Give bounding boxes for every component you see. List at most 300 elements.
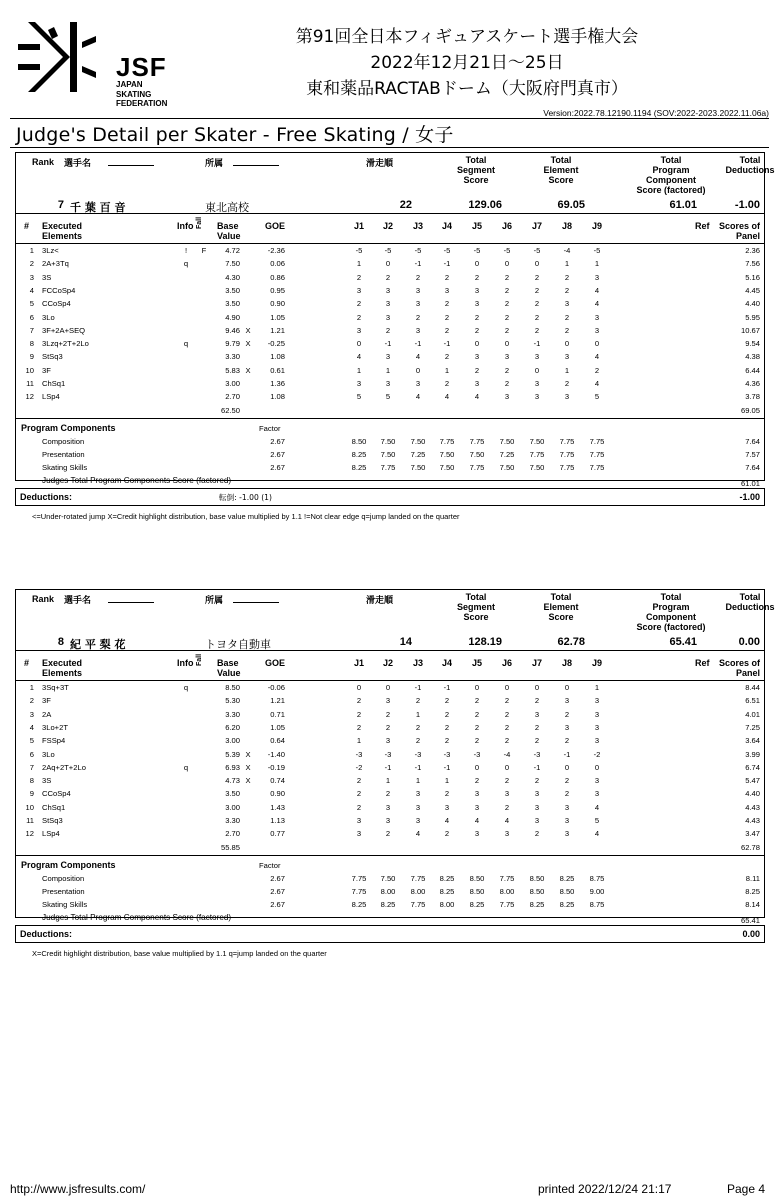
tes-label-line: Total	[550, 592, 572, 602]
judge-goe: -5	[414, 246, 422, 255]
element-base-value: 3.50	[225, 285, 240, 295]
element-x-marker: X	[245, 776, 251, 786]
component-judge-mark: 7.50	[410, 462, 426, 472]
legend-text: X=Credit highlight distribution, base value multiplied by 1.1 q=jump landed on the quarter	[32, 949, 327, 958]
skater-block-2	[15, 589, 775, 925]
element-score: 4.43	[745, 816, 760, 825]
ded-label-line: Deductions	[725, 165, 775, 175]
element-code: 3Lo	[42, 749, 55, 759]
element-code: ChSq1	[42, 379, 66, 388]
element-x-marker: X	[245, 325, 251, 335]
skater-club: 東北高校	[205, 201, 249, 214]
element-code: 2A+3Tq	[42, 259, 69, 269]
element-score: 3.99	[745, 749, 760, 759]
judge-goe: 3	[415, 285, 421, 295]
judge-goe: 1	[444, 776, 450, 786]
element-code: 2A	[42, 709, 52, 719]
col-fall-label: Fall	[196, 653, 203, 666]
element-score: 4.36	[745, 379, 760, 388]
element-base-value: 4.72	[225, 246, 240, 255]
start-number: 22	[399, 199, 412, 211]
element-base-value: 4.90	[225, 312, 240, 322]
element-base-value: 3.30	[225, 709, 240, 719]
club-label: 所属	[205, 159, 224, 169]
col-panel-label-1: Scores of	[718, 658, 760, 668]
judge-goe: 3	[415, 789, 421, 799]
judge-goe: 5	[385, 392, 391, 402]
judge-goe: 2	[474, 696, 480, 706]
deductions-bar	[15, 488, 765, 506]
judge-goe: 3	[564, 722, 570, 732]
element-base-value: 6.93	[225, 762, 240, 772]
element-goe: 0.95	[270, 285, 285, 295]
ded-label-line: Total	[739, 155, 761, 165]
judge-goe: 3	[474, 829, 480, 839]
component-judge-mark: 7.25	[499, 449, 515, 459]
tss-label-line: Score	[463, 612, 489, 622]
element-score: 8.44	[745, 683, 760, 692]
pcs-total-label: Judges Total Program Components Score (factored)	[42, 912, 232, 922]
judge-goe: 2	[564, 272, 570, 282]
element-index: 1	[29, 683, 34, 692]
skater-block-1	[15, 152, 775, 488]
element-index: 2	[29, 696, 34, 706]
component-judge-mark: 8.75	[589, 899, 605, 909]
element-code: FCCoSp4	[42, 285, 76, 295]
judge-goe: 1	[356, 259, 362, 269]
element-goe: 0.86	[270, 272, 285, 282]
element-goe: -0.19	[267, 762, 285, 772]
judge-goe: 2	[356, 312, 362, 322]
judge-goe: 2	[534, 736, 540, 746]
judge-goe: 3	[564, 352, 570, 362]
judge-goe: -4	[563, 246, 571, 255]
col-base-label-2: Value	[217, 231, 241, 241]
judge-goe: 3	[474, 802, 480, 812]
component-judge-mark: 9.00	[589, 886, 605, 896]
judge-goe: 4	[474, 392, 480, 402]
pcs-label-line: Program	[652, 165, 690, 175]
judge-goe: 2	[444, 829, 450, 839]
element-score: 6.44	[745, 365, 760, 375]
name-underline	[108, 165, 154, 166]
skater-rank: 8	[57, 636, 64, 648]
judge-goe: 3	[415, 379, 421, 388]
component-factor: 2.67	[270, 436, 285, 446]
col-base-label-1: Base	[217, 221, 239, 231]
col-element-label-1: Executed	[42, 658, 83, 668]
judge-goe: 0	[594, 762, 600, 772]
judge-goe: 3	[594, 776, 600, 786]
element-goe: -1.40	[267, 749, 285, 759]
judge-goe: 0	[594, 339, 600, 349]
pcs-label-line: Component	[646, 175, 696, 185]
judge-goe: 2	[415, 696, 421, 706]
element-x-marker: X	[245, 365, 251, 375]
judge-goe: 0	[564, 683, 570, 692]
component-judge-mark: 7.75	[410, 873, 426, 883]
judge-goe: 3	[385, 736, 391, 746]
judge-goe: 0	[356, 339, 362, 349]
element-code: LSp4	[42, 829, 60, 839]
summary-divider	[16, 213, 764, 214]
col-panel-label-2: Panel	[735, 668, 760, 678]
judge-goe: -1	[414, 259, 422, 269]
judge-goe: -3	[355, 749, 363, 759]
judge-goe: -2	[355, 762, 363, 772]
logo-line-1: JAPAN	[116, 80, 143, 89]
judge-goe: 3	[385, 299, 391, 309]
footer-url[interactable]: http://www.jsfresults.com/	[10, 1182, 146, 1196]
element-score: 4.01	[745, 709, 760, 719]
judge-goe: 2	[504, 312, 510, 322]
jsf-wordmark	[116, 54, 167, 109]
element-base-value: 4.30	[225, 272, 240, 282]
judge-goe: 3	[594, 709, 600, 719]
judge-goe: 2	[534, 829, 540, 839]
judge-goe: 4	[594, 285, 600, 295]
element-score: 6.74	[745, 762, 760, 772]
component-judge-mark: 8.25	[351, 462, 367, 472]
judge-goe: 0	[534, 365, 540, 375]
element-goe: 1.36	[270, 379, 285, 388]
element-score: 3.78	[745, 392, 760, 402]
element-score: 4.40	[745, 789, 760, 799]
judge-goe: 2	[534, 272, 540, 282]
judge-goe: -2	[593, 749, 601, 759]
judge-goe: 3	[594, 325, 600, 335]
element-code: CCoSp4	[42, 789, 71, 799]
judge-goe: 1	[444, 365, 450, 375]
component-judge-mark: 7.50	[410, 436, 426, 446]
skater-name: 紀 平 梨 花	[70, 638, 126, 651]
judge-goe: 2	[385, 789, 391, 799]
judge-goe: -1	[414, 683, 422, 692]
judge-goe: 2	[534, 325, 540, 335]
judge-goe: 1	[385, 776, 391, 786]
judge-goe: 3	[594, 736, 600, 746]
element-index: 8	[29, 339, 34, 349]
judge-goe: 3	[504, 789, 510, 799]
judge-goe: 3	[594, 696, 600, 706]
judge-goe: 2	[415, 736, 421, 746]
judge-goe: 3	[534, 352, 540, 362]
element-code: 3Sq+3T	[42, 683, 69, 692]
judge-goe: 4	[474, 816, 480, 825]
element-info: q	[183, 683, 189, 692]
element-index: 11	[26, 816, 34, 825]
pcs-total-value: 65.41	[740, 915, 760, 925]
header-divider	[10, 118, 769, 119]
title-divider	[10, 147, 769, 148]
judge-goe: 2	[534, 312, 540, 322]
element-index: 4	[29, 722, 34, 732]
judge-goe: -5	[533, 246, 541, 255]
tss-label-line: Segment	[456, 165, 495, 175]
element-goe: -2.36	[267, 246, 285, 255]
judge-goe: 0	[474, 683, 480, 692]
element-index: 8	[29, 776, 34, 786]
logo-line-2: SKATING	[116, 89, 152, 99]
component-score: 7.64	[745, 462, 760, 472]
summary-divider	[16, 650, 764, 651]
element-index: 6	[29, 749, 34, 759]
judge-goe: 0	[534, 259, 540, 269]
judge-goe: 3	[564, 392, 570, 402]
judge-goe: 0	[474, 259, 480, 269]
component-judge-mark: 8.25	[469, 899, 485, 909]
element-goe: 0.06	[270, 259, 285, 269]
total-element-score: 69.05	[557, 199, 585, 211]
judge-goe: 2	[444, 352, 450, 362]
event-venue: 東和薬品RACTABドーム（大阪府門真市）	[306, 79, 628, 99]
judge-goe: 1	[415, 776, 421, 786]
judge-goe: 4	[594, 802, 600, 812]
judge-goe: 3	[356, 379, 362, 388]
judge-goe: 1	[356, 365, 362, 375]
element-score: 4.40	[745, 299, 760, 309]
tes-label-line: Total	[550, 155, 572, 165]
start-label: 滑走順	[366, 596, 394, 606]
element-base-value: 3.00	[225, 802, 240, 812]
judge-goe: 0	[385, 259, 391, 269]
col-judge-label: J5	[471, 658, 482, 668]
element-base-value: 3.50	[225, 789, 240, 799]
element-index: 1	[29, 246, 34, 255]
skater-rank: 7	[57, 199, 64, 211]
elements-divider	[16, 418, 764, 419]
start-number: 14	[399, 636, 412, 648]
tes-label-line: Element	[543, 602, 579, 612]
component-factor: 2.67	[270, 462, 285, 472]
judge-goe: -3	[414, 749, 422, 759]
element-index: 7	[29, 325, 34, 335]
judge-goe: -1	[414, 762, 422, 772]
element-base-value: 5.30	[225, 696, 240, 706]
element-score: 3.47	[745, 829, 760, 839]
judge-goe: 3	[385, 379, 391, 388]
judge-goe: 3	[564, 299, 570, 309]
component-judge-mark: 8.00	[380, 886, 396, 896]
tss-label-line: Total	[465, 592, 487, 602]
element-goe: 1.43	[270, 802, 285, 812]
element-goe: 1.05	[270, 722, 285, 732]
element-code: 3S	[42, 776, 52, 786]
judge-goe: 1	[594, 683, 600, 692]
component-factor: 2.67	[270, 886, 285, 896]
judge-goe: -1	[443, 339, 451, 349]
tes-label-line: Score	[548, 175, 574, 185]
judge-goe: -1	[443, 259, 451, 269]
component-judge-mark: 7.25	[410, 449, 426, 459]
pcs-label-line: Component	[646, 612, 696, 622]
element-x-marker: X	[245, 749, 251, 759]
element-index: 12	[25, 392, 34, 402]
tes-total: 62.78	[740, 842, 760, 852]
element-info: q	[183, 762, 189, 772]
element-info: q	[183, 339, 189, 349]
element-index: 7	[29, 762, 34, 772]
elements-divider	[16, 855, 764, 856]
judge-goe: 3	[356, 816, 362, 825]
element-code: 2Aq+2T+2Lo	[42, 762, 86, 772]
judge-goe: 3	[594, 722, 600, 732]
total-element-score: 62.78	[557, 636, 585, 648]
component-judge-mark: 7.50	[529, 462, 545, 472]
element-score: 4.38	[745, 352, 760, 362]
judge-goe: 3	[534, 392, 540, 402]
element-goe: 1.13	[270, 816, 285, 825]
judge-goe: 2	[504, 365, 510, 375]
event-dates: 2022年12月21日～25日	[370, 53, 564, 73]
element-goe: -0.25	[267, 339, 285, 349]
component-judge-mark: 7.50	[439, 449, 455, 459]
component-factor: 2.67	[270, 449, 285, 459]
element-base-value: 5.83	[225, 365, 240, 375]
judge-goe: 2	[534, 722, 540, 732]
component-judge-mark: 8.25	[559, 873, 575, 883]
judge-goe: -1	[533, 762, 541, 772]
judge-goe: 2	[474, 325, 480, 335]
element-base-value: 3.30	[225, 352, 240, 362]
ded-label-line: Total	[739, 592, 761, 602]
deductions-label: Deductions:	[20, 492, 73, 502]
judge-goe: 3	[356, 285, 362, 295]
element-goe: 1.08	[270, 352, 285, 362]
judge-goe: 2	[504, 736, 510, 746]
judge-goe: 3	[504, 352, 510, 362]
club-underline	[233, 165, 279, 166]
club-label: 所属	[205, 596, 224, 606]
judge-goe: -5	[593, 246, 601, 255]
component-judge-mark: 7.75	[469, 462, 485, 472]
program-components-title: Program Components	[21, 422, 116, 433]
component-judge-mark: 7.75	[559, 462, 575, 472]
element-score: 6.51	[745, 696, 760, 706]
pcs-label-line: Score (factored)	[636, 622, 706, 632]
judge-goe: 3	[385, 285, 391, 295]
judge-goe: 2	[504, 696, 510, 706]
judge-goe: 3	[564, 829, 570, 839]
judge-goe: 2	[385, 325, 391, 335]
legend-text: <=Under-rotated jump X=Credit highlight distribution, base value multiplied by 1.1 !=Not clear edge q=jump landed on the quarter	[32, 512, 460, 521]
tss-label-line: Total	[465, 155, 487, 165]
element-score: 4.43	[745, 802, 760, 812]
element-goe: 0.90	[270, 789, 285, 799]
element-base-value: 3.00	[225, 379, 240, 388]
judge-goe: 2	[356, 776, 362, 786]
judge-goe: 2	[504, 722, 510, 732]
element-goe: 1.08	[270, 392, 285, 402]
total-pcs-score: 65.41	[669, 636, 697, 648]
component-judge-mark: 8.50	[529, 886, 545, 896]
component-judge-mark: 7.75	[559, 449, 575, 459]
judge-goe: -1	[384, 762, 392, 772]
judge-goe: 3	[356, 325, 362, 335]
base-value-total: 62.50	[220, 405, 240, 415]
col-judge-label: J7	[531, 658, 542, 668]
name-underline	[108, 602, 154, 603]
judge-goe: 0	[385, 683, 391, 692]
col-panel-label-2: Panel	[735, 231, 760, 241]
judge-goe: 2	[504, 776, 510, 786]
col-judge-label: J3	[412, 658, 423, 668]
element-index: 3	[29, 709, 34, 719]
component-judge-mark: 8.00	[410, 886, 426, 896]
judge-goe: -4	[503, 749, 511, 759]
judge-goe: 3	[594, 272, 600, 282]
version-text: Version:2022.78.12190.1194 (SOV:2022-2023.2022.11.06a)	[543, 108, 769, 118]
col-judge-label: J9	[591, 658, 602, 668]
col-element-label-2: Elements	[42, 231, 83, 241]
judge-goe: 2	[444, 272, 450, 282]
judge-goe: 3	[385, 816, 391, 825]
col-number-label: #	[24, 221, 30, 231]
component-judge-mark: 7.50	[439, 462, 455, 472]
element-base-value: 3.00	[225, 736, 240, 746]
component-factor: 2.67	[270, 873, 285, 883]
col-judge-label: J1	[353, 658, 364, 668]
rank-label: Rank	[32, 157, 55, 167]
judge-goe: 4	[415, 352, 421, 362]
element-info: q	[183, 259, 189, 269]
deductions-label: Deductions:	[20, 929, 73, 939]
component-judge-mark: 7.75	[589, 449, 605, 459]
element-goe: 0.74	[270, 776, 285, 786]
judge-goe: 5	[594, 392, 600, 402]
judge-goe: 2	[504, 272, 510, 282]
component-name: Skating Skills	[42, 462, 88, 472]
judge-goe: 2	[385, 722, 391, 732]
element-score: 5.16	[745, 272, 760, 282]
col-base-label-1: Base	[217, 658, 239, 668]
total-segment-score: 128.19	[468, 636, 502, 648]
judge-goe: 5	[356, 392, 362, 402]
col-judge-label: J4	[441, 221, 452, 231]
component-name: Presentation	[42, 886, 85, 896]
component-judge-mark: 7.75	[439, 436, 455, 446]
component-judge-mark: 7.75	[351, 873, 367, 883]
component-name: Composition	[42, 436, 85, 446]
col-element-label-1: Executed	[42, 221, 83, 231]
element-goe: 0.64	[270, 736, 285, 746]
judge-goe: 0	[356, 683, 362, 692]
judge-goe: 2	[415, 722, 421, 732]
tss-label-line: Score	[463, 175, 489, 185]
factor-label: Factor	[259, 860, 281, 870]
judge-goe: 3	[385, 696, 391, 706]
total-pcs-score: 61.01	[669, 199, 697, 211]
ded-label-line: Deductions	[725, 602, 775, 612]
judge-goe: 3	[474, 789, 480, 799]
col-number-label: #	[24, 658, 30, 668]
element-base-value: 9.79	[225, 339, 240, 349]
component-factor: 2.67	[270, 899, 285, 909]
element-score: 10.67	[740, 325, 760, 335]
element-code: FSSp4	[42, 736, 66, 746]
component-judge-mark: 8.50	[469, 873, 485, 883]
component-name: Composition	[42, 873, 85, 883]
element-index: 2	[29, 259, 34, 269]
component-judge-mark: 8.25	[439, 873, 455, 883]
element-index: 5	[29, 299, 34, 309]
component-judge-mark: 7.75	[351, 886, 367, 896]
col-element-label-2: Elements	[42, 668, 83, 678]
judge-goe: 2	[444, 736, 450, 746]
element-index: 6	[29, 312, 34, 322]
start-label: 滑走順	[366, 159, 394, 169]
component-judge-mark: 8.25	[351, 899, 367, 909]
